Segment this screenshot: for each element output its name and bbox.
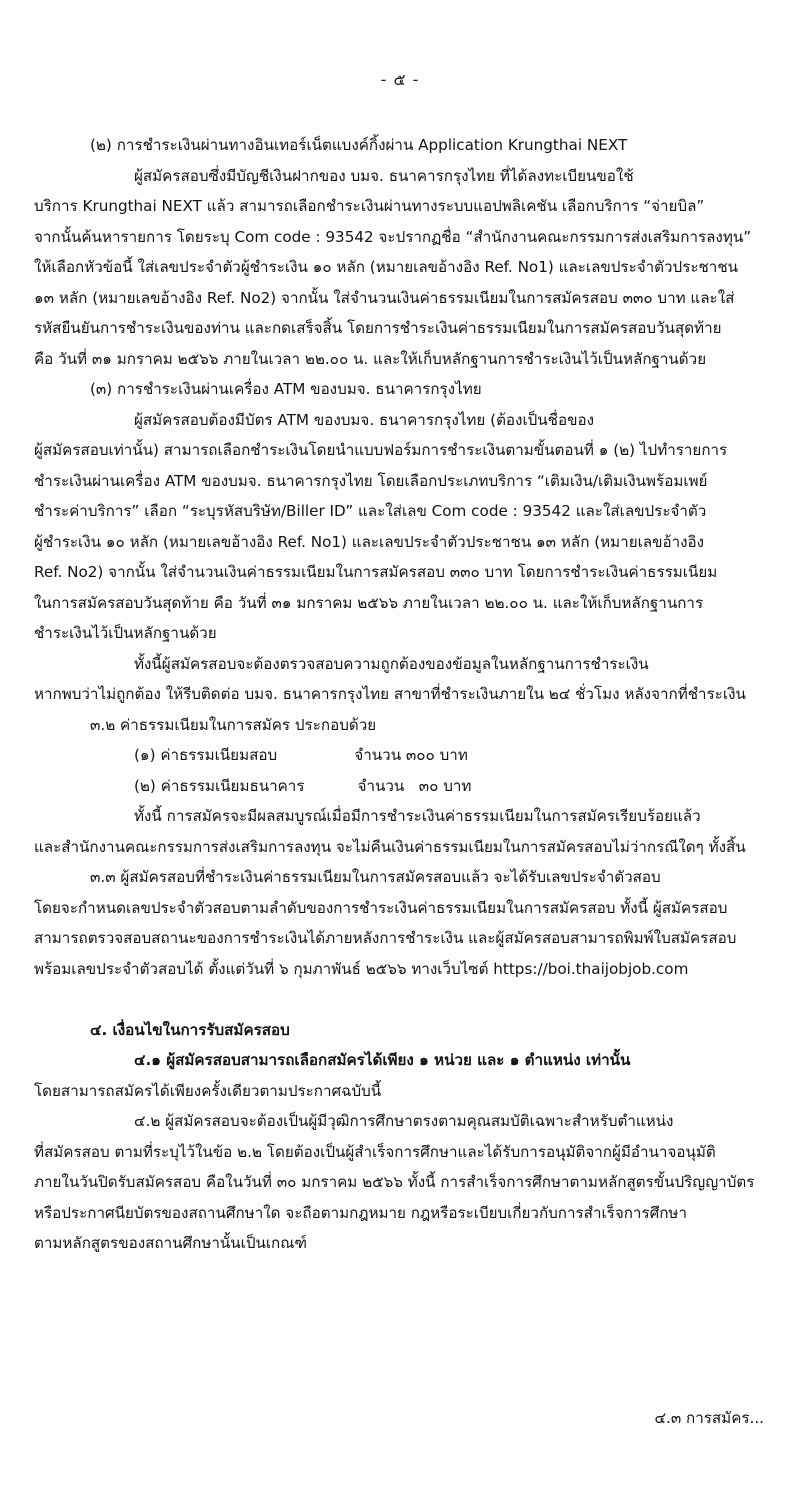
document-line: ในการสมัครสอบวันสุดท้าย คือ วันที่ ๓๑ มกราคม ๒๕๖๖ ภายในเวลา ๒๒.๐๐ น. และให้เก็บหลักฐานการ: [34, 593, 704, 612]
document-line: ๔. เงื่อนไขในการรับสมัครสอบ: [90, 1020, 290, 1039]
document-line: ภายในวันปิดรับสมัครสอบ คือในวันที่ ๓๐ มกราคม ๒๕๖๖ ทั้งนี้ การสำเร็จการศึกษาตามหลักสูตรขั้นปริญญาบัตร: [34, 1173, 755, 1191]
document-line: ชำระเงินผ่านเครื่อง ATM ของบมจ. ธนาคารกรุงไทย โดยเลือกประเภทบริการ “เติมเงิน/เติมเงินพร้อมเพย์: [34, 471, 708, 490]
document-line: ตามหลักสูตรของสถานศึกษานั้นเป็นเกณฑ์: [34, 1234, 307, 1252]
document-line: และสำนักงานคณะกรรมการส่งเสริมการลงทุน จะไม่คืนเงินค่าธรรมเนียมในการสมัครสอบไม่ว่ากรณีใดๆ ทั้งสิ้น: [34, 837, 746, 856]
document-line: หากพบว่าไม่ถูกต้อง ให้รีบติดต่อ บมจ. ธนาคารกรุงไทย สาขาที่ชำระเงินภายใน ๒๔ ชั่วโมง หลังจากที่ชำระเงิน: [34, 685, 746, 703]
document-line: (๒) ค่าธรรมเนียมธนาคาร จำนวน ๓๐ บาท: [134, 776, 472, 795]
document-line: ๑๓ หลัก (หมายเลขอ้างอิง Ref. No2) จากนั้น ใส่จำนวนเงินค่าธรรมเนียมในการสมัครสอบ ๓๓๐ บาท และใส่: [34, 288, 735, 307]
document-line: ๓.๒ ค่าธรรมเนียมในการสมัคร ประกอบด้วย: [90, 715, 377, 734]
document-line: [34, 374, 774, 405]
document-line: พร้อมเลขประจำตัวสอบได้ ตั้งแต่วันที่ ๖ กุมภาพันธ์ ๒๕๖๖ ทางเว็บไซต์ https://boi.thaijobjob.com: [34, 959, 689, 978]
document-line: ทั้งนี้ผู้สมัครสอบจะต้องตรวจสอบความถูกต้องของข้อมูลในหลักฐานการชำระเงิน: [134, 654, 649, 673]
document-line: ผู้สมัครสอบซึ่งมีบัญชีเงินฝากของ บมจ. ธนาคารกรุงไทย ที่ได้ลงทะเบียนขอใช้: [134, 166, 634, 185]
document-line: ชำระเงินไว้เป็นหลักฐานด้วย: [34, 624, 217, 642]
document-line: โดยสามารถสมัครได้เพียงครั้งเดียวตามประกาศฉบับนี้: [34, 1081, 382, 1100]
document-line: ๔.๑ ผู้สมัครสอบสามารถเลือกสมัครได้เพียง ๑ หน่วย และ ๑ ตำแหน่ง เท่านั้น: [134, 1051, 631, 1069]
document-line: ให้เลือกหัวข้อนี้ ใส่เลขประจำตัวผู้ชำระเงิน ๑๐ หลัก (หมายเลขอ้างอิง Ref. No1) และเลขประจำตัวประชาชน: [34, 258, 739, 276]
document-line: ผู้ชำระเงิน ๑๐ หลัก (หมายเลขอ้างอิง Ref. No1) และเลขประจำตัวประชาชน ๑๓ หลัก (หมายเลขอ้างอิง: [34, 532, 705, 551]
document-line: (๑) ค่าธรรมเนียมสอบ จำนวน ๓๐๐ บาท: [134, 746, 468, 764]
document-line: ๓.๓ ผู้สมัครสอบที่ชำระเงินค่าธรรมเนียมในการสมัครสอบแล้ว จะได้รับเลขประจำตัวสอบ: [90, 868, 661, 886]
document-line: หรือประกาศนียบัตรของสถานศึกษาใด จะถือตามกฎหมาย กฎหรือระเบียบเกี่ยวกับการสำเร็จการศึกษา: [34, 1203, 687, 1222]
document-line: โดยจะกำหนดเลขประจำตัวสอบตามลำดับของการชำระเงินค่าธรรมเนียมในการสมัครสอบ ทั้งนี้ ผู้สมัครสอบ: [34, 898, 728, 917]
document-line: ๔.๒ ผู้สมัครสอบจะต้องเป็นผู้มีวุฒิการศึกษาตรงตามคุณสมบัติเฉพาะสำหรับตำแหน่ง: [134, 1112, 674, 1130]
document-body: [34, 130, 774, 1259]
document-line: บริการ Krungthai NEXT แล้ว สามารถเลือกชำระเงินผ่านทางระบบแอปพลิเคชัน เลือกบริการ “จ่ายบิล”: [34, 197, 705, 215]
document-line: ทั้งนี้ การสมัครจะมีผลสมบูรณ์เมื่อมีการชำระเงินค่าธรรมเนียมในการสมัครเรียบร้อยแล้ว: [134, 807, 701, 825]
document-line: ผู้สมัครสอบต้องมีบัตร ATM ของบมจ. ธนาคารกรุงไทย (ต้องเป็นชื่อของ: [134, 410, 595, 429]
document-line: Ref. No2) จากนั้น ใส่จำนวนเงินค่าธรรมเนียมในการสมัครสอบ ๓๓๐ บาท โดยการชำระเงินค่าธรรมเนียม: [34, 563, 718, 581]
document-line: ผู้สมัครสอบเท่านั้น) สามารถเลือกชำระเงินโดยนำแบบฟอร์มการชำระเงินตามขั้นตอนที่ ๑ (๒) ไปทำรายการ: [34, 441, 728, 459]
page-number: - ๕ -: [380, 70, 420, 89]
footer-continuation-note: ๔.๓ การสมัคร...: [654, 1409, 764, 1427]
document-line: [34, 984, 774, 1015]
document-line: สามารถตรวจสอบสถานะของการชำระเงินได้ภายหลังการชำระเงิน และผู้สมัครสอบสามารถพิมพ์ใบสมัครสอบ: [34, 929, 737, 947]
document-line: [34, 130, 774, 161]
document-line: จากนั้นค้นหารายการ โดยระบุ Com code : 93542 จะปรากฏชื่อ “สำนักงานคณะกรรมการส่งเสริมการลงทุน”: [34, 227, 752, 246]
document-line: รหัสยืนยันการชำระเงินของท่าน และกดเสร็จสิ้น โดยการชำระเงินค่าธรรมเนียมในการสมัครสอบวันสุดท้าย: [34, 319, 722, 337]
underlined-subheading: (๒) การชำระเงินผ่านทางอินเทอร์เน็ตแบงค์กิ้งผ่าน Application Krungthai NEXT: [90, 136, 628, 154]
document-line: คือ วันที่ ๓๑ มกราคม ๒๕๖๖ ภายในเวลา ๒๒.๐๐ น. และให้เก็บหลักฐานการชำระเงินไว้เป็นหลักฐานด้วย: [34, 349, 707, 368]
underlined-subheading: (๓) การชำระเงินผ่านเครื่อง ATM ของบมจ. ธนาคารกรุงไทย: [90, 380, 482, 398]
document-line: ชำระค่าบริการ” เลือก “ระบุรหัสบริษัท/Biller ID” และใส่เลข Com code : 93542 และใส่เลขประจำตัว: [34, 502, 707, 520]
document-line: ที่สมัครสอบ ตามที่ระบุไว้ในข้อ ๒.๒ โดยต้องเป็นผู้สำเร็จการศึกษาและได้รับการอนุมัติจากผู้มีอำนาจอนุมัติ: [34, 1142, 716, 1161]
